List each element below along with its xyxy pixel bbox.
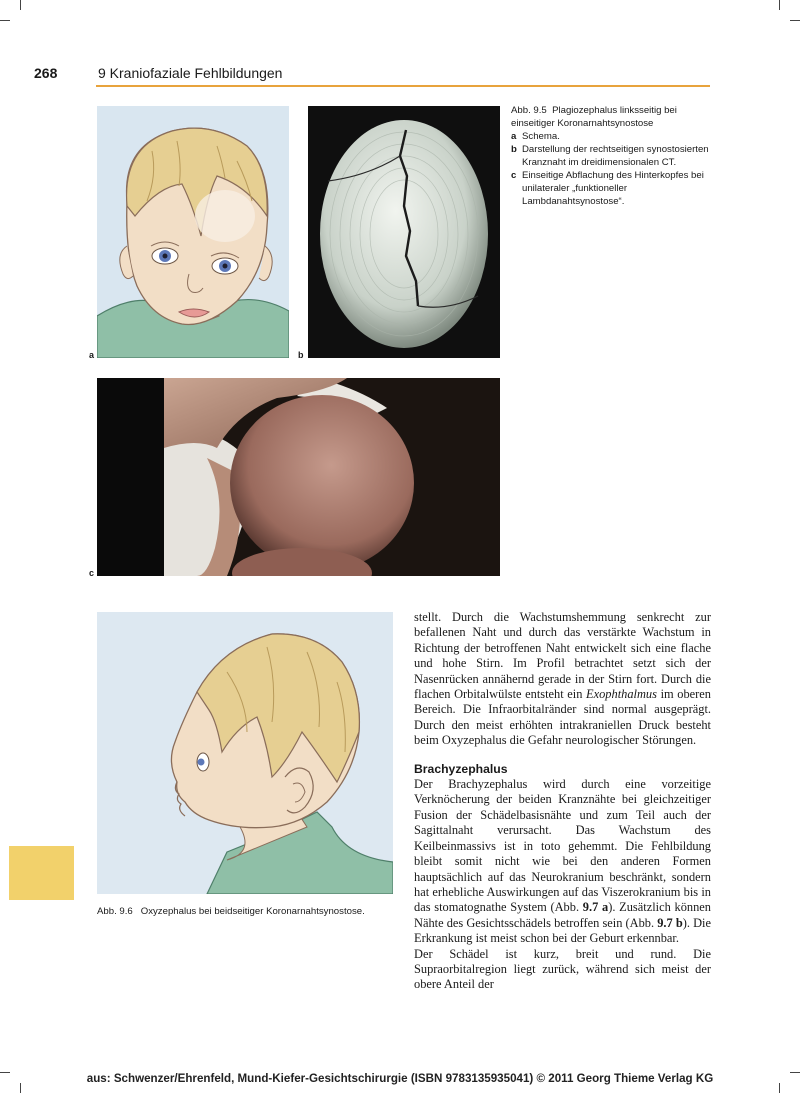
body-text-column bbox=[414, 610, 711, 993]
page-number: 268 bbox=[34, 65, 58, 81]
section-heading-brachyzephalus: Brachyzephalus bbox=[414, 761, 508, 776]
figure-9-5a-schema bbox=[97, 106, 289, 358]
text-span: ). Zusätzlich können Nähte des Gesichtsschädels betroffen sein (Abb. bbox=[414, 900, 711, 930]
caption-9-5-item-b bbox=[511, 143, 716, 169]
crop-mark bbox=[20, 0, 21, 10]
caption-9-6-text: Oxyzephalus bei beidseitiger Koronarnahtsynostose. bbox=[140, 906, 365, 917]
oxycephalus-profile-illustration bbox=[97, 612, 393, 894]
paragraph-oxyzephalus-continued bbox=[414, 610, 711, 749]
caption-9-5-item-c bbox=[511, 169, 716, 208]
text-span: stellt. Durch die Wachstumshemmung senkrecht zur befallenen Naht und durch das verstärkte Wachstum in Richtung der betroffenen Naht entwickelt sich eine flache und hohe Stirn. Im Profil betrachtet setzt sich der Nasenrücken annähernd gerade in der Stirn fort. Durch die flachen Orbitalwülste entsteht ein bbox=[414, 610, 711, 702]
caption-9-5-title bbox=[511, 104, 716, 130]
figure-reference: 9.7 a bbox=[582, 900, 609, 915]
caption-item-text: Darstellung der rechtseitigen synostosierten Kranznaht im dreidimensionalen CT. bbox=[522, 144, 709, 168]
caption-9-6-number: Abb. 9.6 bbox=[97, 906, 133, 917]
paragraph-brachyzephalus bbox=[414, 777, 711, 946]
chapter-title: 9 Kraniofaziale Fehlbildungen bbox=[98, 65, 283, 81]
crop-mark bbox=[790, 20, 800, 21]
panel-label-b: b bbox=[298, 350, 304, 360]
caption-9-5-number: Abb. 9.5 bbox=[511, 105, 547, 116]
caption-figure-9-5 bbox=[511, 104, 716, 208]
caption-item-letter: b bbox=[511, 144, 517, 155]
figure-9-5b-ct bbox=[308, 106, 500, 358]
panel-label-c: c bbox=[89, 568, 95, 578]
text-span: Der Brachyzephalus wird durch eine vorzeitige Verknöcherung der beiden Kranznähte bei gleichzeitiger Fusion der Schädelbasisnähte und zum Teil auch der Sagittalnaht verursacht. Das Wachstum des Keilbeinmassivs ist in toto gehemmt. Die Fehlbildung bleibt somit nicht wie bei den anderen Formen hauptsächlich auf das Neurokranium beschränkt, sondern hat erhebliche Auswirkungen auf das Viszerokranium bis in das stomatognathe System (Abb. bbox=[414, 777, 711, 915]
baby-face-illustration bbox=[97, 106, 289, 358]
ct-skull-image bbox=[308, 106, 500, 358]
header-rule bbox=[96, 85, 710, 87]
figure-reference: 9.7 b bbox=[657, 915, 683, 930]
caption-9-5-item-a bbox=[511, 130, 716, 143]
caption-item-text: Einseitige Abflachung des Hinterkopfes bei unilateraler „funktioneller Lambdanahtsynostose“. bbox=[522, 170, 704, 207]
panel-label-a: a bbox=[89, 350, 95, 360]
caption-9-5-text: Plagiozephalus linksseitig bei einseitiger Koronarnahtsynostose bbox=[511, 105, 677, 129]
figure-9-6-schema bbox=[97, 612, 393, 894]
chapter-thumb-tab bbox=[9, 846, 74, 900]
infant-head-photo bbox=[97, 378, 500, 576]
caption-item-letter: a bbox=[511, 131, 517, 142]
caption-figure-9-6 bbox=[97, 905, 407, 918]
text-span: ). Die Erkrankung ist meist schon bei der Geburt erkennbar. bbox=[414, 915, 711, 946]
figure-9-5c-photo bbox=[97, 378, 500, 576]
paragraph-schaedel: Der Schädel ist kurz, breit und rund. Die Supraorbitalregion liegt zurück, während sich meist der obere Anteil der bbox=[414, 946, 711, 992]
crop-mark bbox=[779, 0, 780, 10]
italic-term: Exophthalmus bbox=[586, 687, 657, 702]
caption-item-letter: c bbox=[511, 170, 517, 181]
text-span: im oberen Bereich. Die Infraorbitalränder sind normal ausgeprägt. Durch den meist erhöhten intrakraniellen Druck besteht beim Oxyzephalus die Gefahr neurologischer Störungen. bbox=[414, 687, 711, 748]
crop-mark bbox=[0, 20, 10, 21]
source-footer: aus: Schwenzer/Ehrenfeld, Mund-Kiefer-Gesichtschirurgie (ISBN 9783135935041) © 2011 Georg Thieme Verlag KG bbox=[86, 1072, 714, 1085]
caption-item-text: Schema. bbox=[522, 131, 560, 142]
